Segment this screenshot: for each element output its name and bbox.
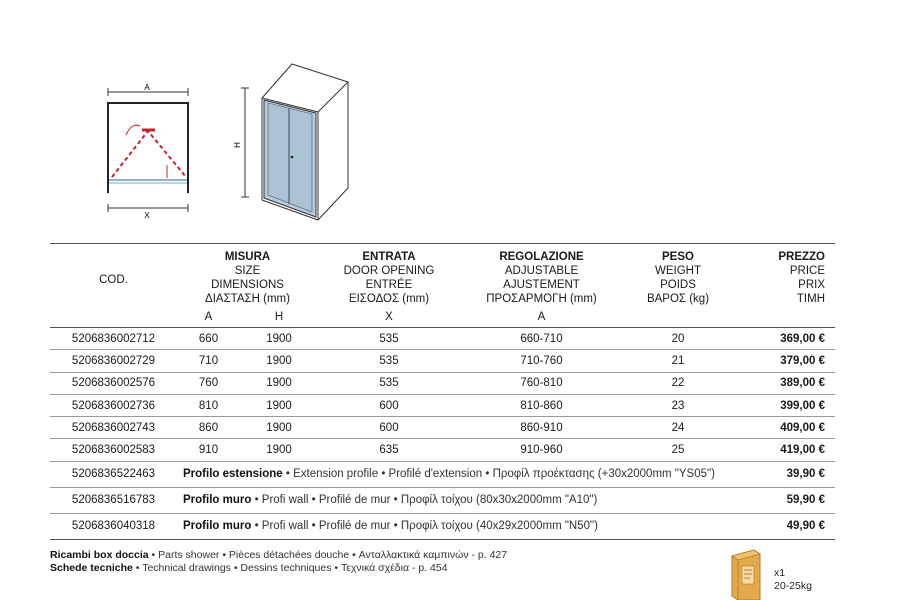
cell-cod: 5206836522463 (50, 461, 177, 487)
cell-a: 660 (177, 328, 240, 350)
cell-adjustable: 910-960 (460, 439, 623, 461)
cell-h: 1900 (240, 394, 318, 416)
subheader-x: X (385, 311, 393, 323)
header-cod: COD. (99, 274, 128, 286)
cell-weight: 21 (623, 350, 733, 372)
cell-price: 419,00 € (733, 439, 835, 461)
cell-adjustable: 760-810 (460, 372, 623, 394)
cell-a: 910 (177, 439, 240, 461)
cell-price: 59,90 € (733, 487, 835, 513)
table-subheader-row (50, 306, 835, 328)
cell-h: 1900 (240, 350, 318, 372)
header-prezzo: PREZZO PRICE PRIX ΤΙΜΗ (778, 251, 825, 305)
plan-label-a: A (144, 83, 150, 92)
cell-h: 1900 (240, 439, 318, 461)
cell-a: 710 (177, 350, 240, 372)
cell-price: 379,00 € (733, 350, 835, 372)
cell-accessory-description: Profilo muro • Profi wall • Profilé de mur • Προφίλ τοίχου (40x29x2000mm "N50") (177, 513, 733, 539)
table-row (50, 328, 835, 350)
subheader-a: A (204, 311, 213, 323)
cell-weight: 20 (623, 328, 733, 350)
header-entrata: ENTRATA DOOR OPENING ENTRÉE ΕΙΣΟΔΟΣ (mm) (343, 251, 435, 305)
accessory-row (50, 461, 835, 487)
cell-price: 369,00 € (733, 328, 835, 350)
footer-references (50, 549, 507, 575)
cell-h: 1900 (240, 417, 318, 439)
header-peso: PESO WEIGHT POIDS ΒΑΡΟΣ (kg) (646, 251, 710, 305)
cell-price: 49,90 € (733, 513, 835, 539)
cell-a: 810 (177, 394, 240, 416)
cell-x: 600 (318, 417, 460, 439)
package-quantity: x1 (774, 567, 786, 579)
cell-cod: 5206836002583 (50, 439, 177, 461)
cell-weight: 25 (623, 439, 733, 461)
subheader-h: H (274, 311, 284, 323)
cell-price: 399,00 € (733, 394, 835, 416)
package-info (774, 567, 812, 593)
header-misura: MISURA SIZE DIMENSIONS ΔΙΑΣΤΑΣΗ (mm) (205, 251, 290, 305)
table-row (50, 372, 835, 394)
cell-x: 535 (318, 372, 460, 394)
cell-cod: 5206836002576 (50, 372, 177, 394)
cell-weight: 22 (623, 372, 733, 394)
cell-adjustable: 860-910 (460, 417, 623, 439)
cell-cod: 5206836002736 (50, 394, 177, 416)
cell-adjustable: 660-710 (460, 328, 623, 350)
cell-price: 409,00 € (733, 417, 835, 439)
cell-h: 1900 (240, 328, 318, 350)
cell-x: 635 (318, 439, 460, 461)
cell-weight: 24 (623, 417, 733, 439)
cell-x: 535 (318, 350, 460, 372)
cell-adjustable: 710-760 (460, 350, 623, 372)
cell-cod: 5206836516783 (50, 487, 177, 513)
table-header-row (50, 244, 835, 307)
cell-cod: 5206836002743 (50, 417, 177, 439)
cell-cod: 5206836040318 (50, 513, 177, 539)
footer-technical-drawings-link[interactable]: Schede tecniche • Technical drawings • Dessins techniques • Τεχνικά σχέδια - p. 454 (50, 562, 448, 574)
cell-weight: 23 (623, 394, 733, 416)
table-row (50, 350, 835, 372)
cell-cod: 5206836002712 (50, 328, 177, 350)
table-row (50, 439, 835, 461)
technical-diagrams (0, 0, 900, 240)
cell-x: 535 (318, 328, 460, 350)
package-weight: 20-25kg (774, 580, 812, 592)
subheader-adjustable-a: A (537, 311, 546, 323)
accessory-row (50, 513, 835, 539)
cell-a: 760 (177, 372, 240, 394)
table-row (50, 417, 835, 439)
cell-h: 1900 (240, 372, 318, 394)
plan-view-diagram (107, 83, 189, 220)
cell-adjustable: 810-860 (460, 394, 623, 416)
elevation-label-h: H (233, 142, 242, 148)
cell-price: 39,90 € (733, 461, 835, 487)
cell-price: 389,00 € (733, 372, 835, 394)
cell-a: 860 (177, 417, 240, 439)
header-regolazione: REGOLAZIONE ADJUSTABLE AJUSTEMENT ΠΡΟΣΑΡΜΟΓΗ (mm) (486, 251, 597, 305)
cell-cod: 5206836002729 (50, 350, 177, 372)
cell-accessory-description: Profilo muro • Profi wall • Profilé de mur • Προφίλ τοίχου (80x30x2000mm "A10") (177, 487, 733, 513)
footer-parts-link[interactable]: Ricambi box doccia • Parts shower • Pièces détachées douche • Ανταλλακτικά καμπινών - p. 427 (50, 549, 508, 561)
product-spec-table (50, 243, 835, 540)
plan-label-x: X (144, 211, 150, 220)
table-row (50, 394, 835, 416)
elevation-view-diagram (233, 64, 348, 220)
cell-x: 600 (318, 394, 460, 416)
accessory-row (50, 487, 835, 513)
cell-accessory-description: Profilo estensione • Extension profile • Profilé d'extension • Προφίλ προέκτασης (+30x2000mm "YS05") (177, 461, 733, 487)
